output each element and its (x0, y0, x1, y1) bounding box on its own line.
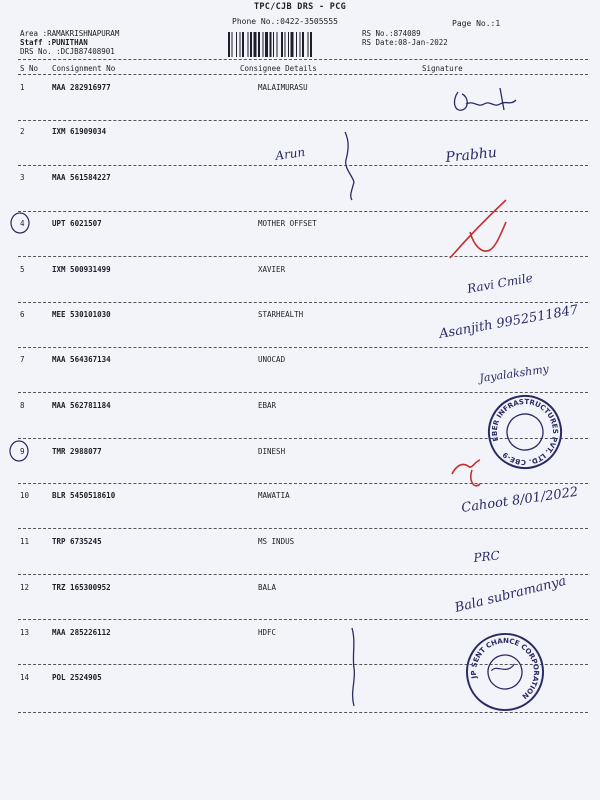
row-consignment: MAA 562781184 (52, 401, 111, 410)
drs-number: DRS No. :DCJB87408901 (20, 47, 115, 56)
row-consignee: MAWATIA (258, 491, 290, 500)
stamp-1-text: EBER INFRASTRUCTURES PVT. LTD. CBE-9 (490, 397, 560, 467)
handwriting-5: Jayalakshmy (478, 362, 550, 385)
row-sno: 13 (20, 628, 30, 637)
red-pen-mark-row-9 (452, 460, 480, 486)
row-consignment: MEE 530101030 (52, 310, 111, 319)
row-divider (18, 574, 588, 575)
handwriting-4: Asanjith 9952511847 (438, 302, 580, 342)
row-consignee: UNOCAD (258, 355, 286, 364)
pen-mark-rows-2-3 (345, 132, 354, 200)
row-sno: 2 (20, 127, 25, 136)
row-divider (18, 392, 588, 393)
row-divider (18, 712, 588, 713)
header-divider (18, 59, 588, 60)
row-consignee: BALA (258, 583, 277, 592)
row-consignee: DINESH (258, 447, 286, 456)
page-number: Page No.:1 (452, 19, 501, 28)
row-consignment: BLR 5450518610 (52, 491, 116, 500)
row-consignee: HDFC (258, 628, 277, 637)
row-sno: 7 (20, 355, 25, 364)
row-consignee: STARHEALTH (258, 310, 304, 319)
table-row (0, 401, 600, 411)
row-consignment: MAA 561584227 (52, 173, 111, 182)
sheet-title: TPC/CJB DRS - PCG (253, 2, 347, 12)
table-row (0, 310, 600, 320)
table-row (0, 583, 600, 593)
row-consignee: MS INDUS (258, 537, 295, 546)
row-sno: 11 (20, 537, 30, 546)
rs-number: RS No.:874089 (362, 29, 421, 38)
table-row (0, 673, 600, 683)
row-divider (18, 347, 588, 348)
handwriting-3: Ravi Cmile (466, 270, 534, 296)
row-sno: 8 (20, 401, 25, 410)
staff-label: Staff :PUNITHAN (20, 38, 88, 47)
row-sno: 5 (20, 265, 25, 274)
row-consignment: POL 2524905 (52, 673, 102, 682)
table-row (0, 83, 600, 93)
row-consignment: MAA 282916977 (52, 83, 111, 92)
row-divider (18, 120, 588, 121)
row-consignment: IXM 500931499 (52, 265, 111, 274)
row-divider (18, 438, 588, 439)
row-consignment: TMR 2988077 (52, 447, 102, 456)
table-row (0, 491, 600, 501)
area-label: Area :RAMAKRISHNAPURAM (20, 29, 120, 38)
table-row (0, 265, 600, 275)
row-consignment: TRP 6735245 (52, 537, 102, 546)
column-consignee: Consignee Details (240, 64, 317, 73)
handwriting-2: Prabhu (444, 144, 498, 166)
row-consignment: MAA 285226112 (52, 628, 111, 637)
row-consignment: IXM 61909034 (52, 127, 107, 136)
row-divider (18, 256, 588, 257)
pen-mark-rows-13-14 (352, 628, 354, 706)
handwriting-8: Bala subramanya (453, 573, 568, 616)
handwriting-1: Arun (274, 144, 306, 163)
table-row (0, 355, 600, 365)
stamp-2-text: JP SENT CHANCE CORPORATION (469, 636, 541, 701)
row-consignee: MOTHER OFFSET (258, 219, 317, 228)
row-consignment: UPT 6021507 (52, 219, 102, 228)
phone-number: Phone No.:0422-3505555 (232, 17, 338, 26)
table-row (0, 127, 600, 137)
row-sno: 6 (20, 310, 25, 319)
table-row (0, 173, 600, 183)
row-sno: 4 (20, 219, 25, 228)
row-sno: 14 (20, 673, 30, 682)
row-divider (18, 211, 588, 212)
row-divider (18, 165, 588, 166)
row-divider (18, 302, 588, 303)
row-consignment: TRZ 165300952 (52, 583, 111, 592)
row-divider (18, 528, 588, 529)
column-sno: S No (20, 64, 39, 73)
table-row (0, 219, 600, 229)
row-divider (18, 619, 588, 620)
table-row (0, 628, 600, 638)
red-pen-mark-row-4 (450, 200, 506, 258)
row-sno: 3 (20, 173, 25, 182)
row-sno: 9 (20, 447, 25, 456)
company-stamp-2 (460, 627, 550, 717)
table-row (0, 537, 600, 547)
row-consignee: EBAR (258, 401, 277, 410)
table-row (0, 447, 600, 457)
column-divider (18, 74, 588, 75)
column-consignment: Consignment No (52, 64, 116, 73)
row-sno: 12 (20, 583, 30, 592)
row-sno: 1 (20, 83, 25, 92)
rs-date: RS Date:08-Jan-2022 (362, 38, 448, 47)
row-sno: 10 (20, 491, 30, 500)
row-divider (18, 483, 588, 484)
row-divider (18, 664, 588, 665)
row-consignment: MAA 564367134 (52, 355, 111, 364)
barcode (228, 32, 352, 57)
row-consignee: MALAIMURASU (258, 83, 308, 92)
handwriting-7: PRC (472, 548, 501, 565)
handwriting-6: Cahoot 8/01/2022 (460, 484, 580, 516)
column-signature: Signature (422, 64, 463, 73)
row-consignee: XAVIER (258, 265, 286, 274)
